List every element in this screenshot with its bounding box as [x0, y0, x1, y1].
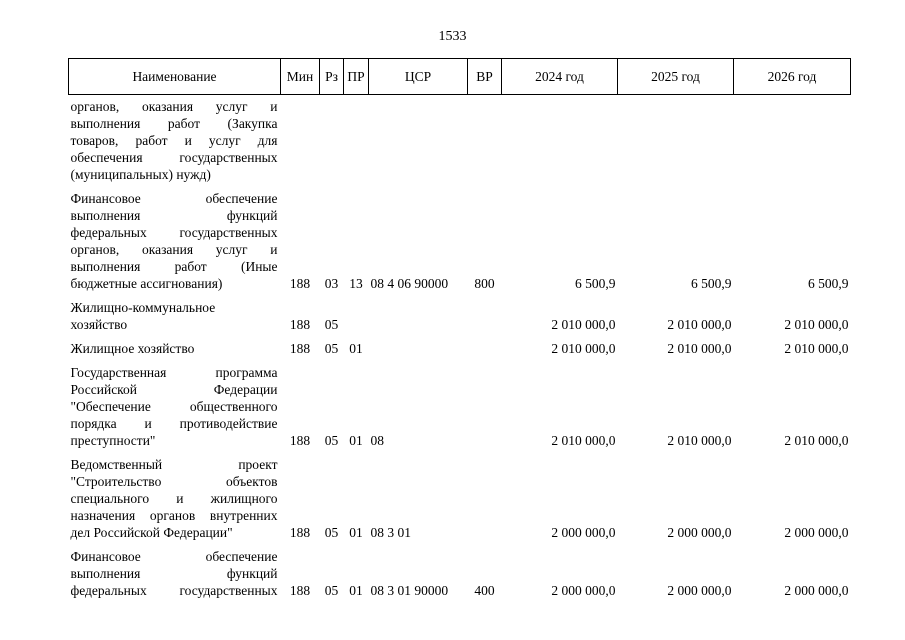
cell-csr: 08 3 01 — [370, 525, 411, 540]
cell-pr: 01 — [349, 433, 363, 448]
cell-2025: 6 500,9 — [691, 276, 732, 291]
header-name: Наименование — [69, 59, 281, 95]
name-line: Ведомственный проект — [70, 457, 278, 472]
header-2024: 2024 год — [502, 59, 618, 95]
cell-2025: 2 000 000,0 — [667, 583, 732, 598]
header-csr: ЦСР — [369, 59, 468, 95]
header-row — [69, 59, 851, 95]
cell-min: 188 — [289, 433, 311, 448]
cell-name — [69, 541, 281, 599]
cell-vr — [468, 95, 502, 184]
cell-rz: 05 — [324, 317, 339, 332]
name-line: органов, оказания услуг и — [70, 99, 278, 114]
cell-name — [69, 333, 281, 357]
name-line: Финансовое обеспечение — [70, 191, 278, 206]
cell-2025: 2 000 000,0 — [667, 525, 732, 540]
cell-2025: 2 010 000,0 — [667, 317, 732, 332]
header-rz: Рз — [320, 59, 344, 95]
budget-table — [68, 58, 851, 599]
name-line: федеральных государственных — [70, 583, 278, 598]
cell-pr: 01 — [349, 583, 363, 598]
name-line: Российской Федерации — [70, 382, 278, 397]
table-row — [69, 541, 851, 599]
name-line: Жилищно-коммунальное — [70, 300, 216, 315]
name-line: обеспечения государственных — [70, 150, 278, 165]
cell-2025: 2 010 000,0 — [667, 433, 732, 448]
cell-name — [69, 95, 281, 184]
cell-vr — [468, 333, 502, 357]
cell-2024: 2 010 000,0 — [551, 317, 616, 332]
cell-2026: 2 010 000,0 — [784, 433, 849, 448]
cell-csr: 08 — [370, 433, 384, 448]
cell-rz: 05 — [324, 525, 339, 540]
cell-csr — [369, 95, 468, 184]
cell-name — [69, 449, 281, 541]
cell-pr — [344, 292, 369, 333]
name-line: назначения органов внутренних — [70, 508, 278, 523]
cell-pr — [344, 95, 369, 184]
name-line: дел Российской Федерации" — [70, 525, 233, 540]
header-pr: ПР — [344, 59, 369, 95]
cell-vr — [468, 357, 502, 449]
cell-name — [69, 183, 281, 292]
header-2026: 2026 год — [734, 59, 851, 95]
cell-csr — [369, 333, 468, 357]
name-line: "Обеспечение общественного — [70, 399, 278, 414]
cell-rz: 05 — [324, 341, 339, 356]
table-row — [69, 333, 851, 357]
cell-rz: 05 — [324, 433, 339, 448]
cell-2024: 2 010 000,0 — [551, 341, 616, 356]
cell-pr: 01 — [349, 341, 363, 356]
name-line: Государственная программа — [70, 365, 278, 380]
table-body — [69, 95, 851, 600]
cell-2026 — [734, 95, 851, 184]
name-line: выполнения работ (Закупка — [70, 116, 278, 131]
name-line: бюджетные ассигнования) — [70, 276, 223, 291]
cell-name — [69, 357, 281, 449]
cell-2026: 2 010 000,0 — [784, 341, 849, 356]
cell-pr: 01 — [349, 525, 363, 540]
cell-min: 188 — [289, 583, 311, 598]
cell-2026: 2 000 000,0 — [784, 583, 849, 598]
cell-2026: 6 500,9 — [808, 276, 849, 291]
header-min: Мин — [281, 59, 320, 95]
name-line: выполнения функций — [70, 208, 278, 223]
cell-csr: 08 3 01 90000 — [370, 583, 449, 598]
table-row — [69, 292, 851, 333]
name-line: специального и жилищного — [70, 491, 278, 506]
cell-csr — [369, 292, 468, 333]
cell-rz — [320, 95, 344, 184]
cell-min: 188 — [289, 317, 311, 332]
cell-2024: 2 000 000,0 — [551, 583, 616, 598]
name-line: Финансовое обеспечение — [70, 549, 278, 564]
page-number: 1533 — [438, 29, 467, 44]
cell-vr: 800 — [474, 276, 495, 291]
cell-rz: 05 — [324, 583, 339, 598]
cell-min: 188 — [289, 341, 311, 356]
name-line: порядка и противодействие — [70, 416, 278, 431]
cell-2026: 2 010 000,0 — [784, 317, 849, 332]
header-2025: 2025 год — [618, 59, 734, 95]
cell-name — [69, 292, 281, 333]
cell-2024: 2 010 000,0 — [551, 433, 616, 448]
cell-csr: 08 4 06 90000 — [370, 276, 449, 291]
name-line: выполнения работ (Иные — [70, 259, 278, 274]
cell-vr — [468, 292, 502, 333]
cell-2025: 2 010 000,0 — [667, 341, 732, 356]
cell-vr: 400 — [474, 583, 495, 598]
cell-min: 188 — [289, 525, 311, 540]
name-line: товаров, работ и услуг для — [70, 133, 278, 148]
name-line: Жилищное хозяйство — [70, 341, 195, 356]
cell-2024: 2 000 000,0 — [551, 525, 616, 540]
name-line: "Строительство объектов — [70, 474, 278, 489]
name-line: (муниципальных) нужд) — [70, 167, 211, 182]
table-row — [69, 95, 851, 184]
cell-2024: 6 500,9 — [575, 276, 616, 291]
header-vr: ВР — [468, 59, 502, 95]
cell-2025 — [618, 95, 734, 184]
cell-2026: 2 000 000,0 — [784, 525, 849, 540]
cell-vr — [468, 449, 502, 541]
cell-rz: 03 — [324, 276, 339, 291]
cell-min — [281, 95, 320, 184]
table-row — [69, 183, 851, 292]
name-line: федеральных государственных — [70, 225, 278, 240]
cell-pr: 13 — [349, 276, 363, 291]
cell-min: 188 — [289, 276, 311, 291]
name-line: органов, оказания услуг и — [70, 242, 278, 257]
table-row — [69, 449, 851, 541]
name-line: выполнения функций — [70, 566, 278, 581]
name-line: хозяйство — [70, 317, 128, 332]
cell-2024 — [502, 95, 618, 184]
table-row — [69, 357, 851, 449]
name-line: преступности" — [70, 433, 156, 448]
